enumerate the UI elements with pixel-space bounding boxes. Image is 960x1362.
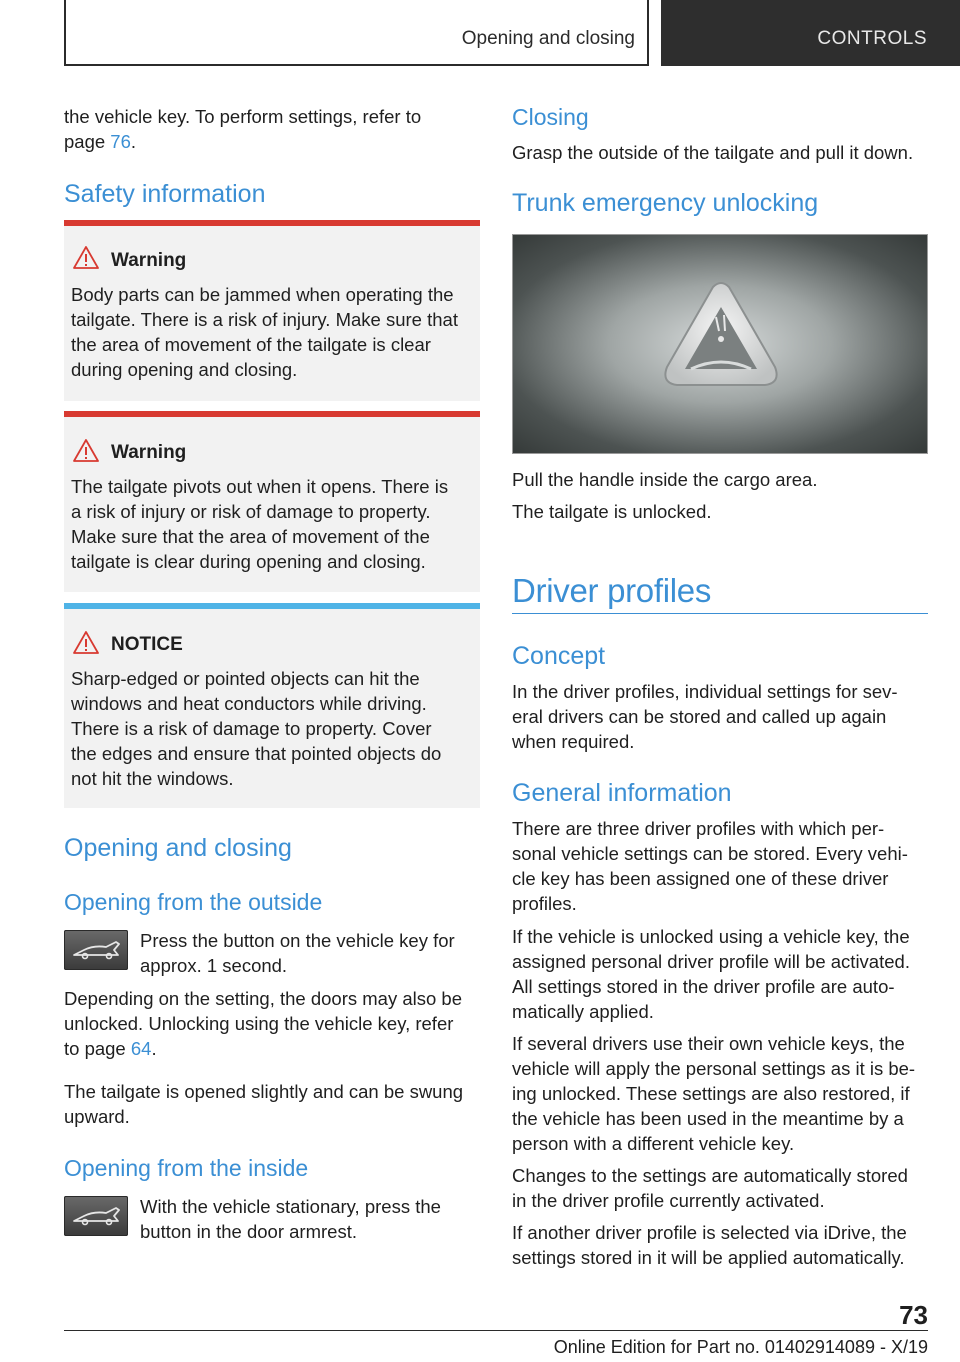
text-line: not hit the windows. — [71, 768, 234, 789]
opening-closing-heading: Opening and closing — [64, 834, 292, 862]
header-section-tab — [64, 0, 649, 66]
concept-heading: Concept — [512, 642, 606, 670]
text-line: the vehicle has been used in the meantime by a — [512, 1108, 904, 1129]
text-line: assigned personal driver profile will be activated. — [512, 951, 910, 972]
intro-suffix: . — [130, 131, 137, 152]
warning-text — [71, 282, 471, 382]
text-suffix: . — [151, 1038, 157, 1059]
text-line: person with a different vehicle key. — [512, 1133, 795, 1154]
concept-paragraph — [512, 679, 898, 754]
text-line: tailgate is clear during opening and closing. — [71, 551, 426, 572]
text-line: If several drivers use their own vehicle keys, the — [512, 1033, 905, 1054]
tailgate-button-icon — [64, 1196, 128, 1236]
text-line: when required. — [512, 731, 635, 752]
opening-inside-heading: Opening from the inside — [64, 1155, 309, 1181]
emergency-release-handle-icon — [513, 235, 929, 455]
driver-profiles-rule — [512, 613, 928, 614]
text-line: sonal vehicle settings can be stored. Every vehi- — [512, 843, 908, 864]
notice-box — [64, 603, 480, 808]
pull-handle-text: Pull the handle inside the cargo area. — [512, 469, 818, 490]
text-line: vehicle will apply the personal settings as it is be- — [512, 1058, 916, 1079]
text-line: Press the button on the vehicle key for — [140, 930, 455, 951]
warning-title: Warning — [111, 442, 187, 463]
warning-triangle-icon — [73, 246, 99, 269]
header-chapter-tab — [661, 0, 960, 66]
text-line: a risk of injury or risk of damage to property. — [71, 501, 431, 522]
text-line: With the vehicle stationary, press the — [140, 1196, 441, 1217]
text-line: Make sure that the area of movement of the — [71, 526, 430, 547]
text-line: In the driver profiles, individual settings for sev- — [512, 681, 898, 702]
text-line: the edges and ensure that pointed objects do — [71, 743, 442, 764]
notice-text — [71, 666, 471, 791]
text-line: The tailgate pivots out when it opens. There is — [71, 476, 449, 497]
emergency-unlocking-heading: Trunk emergency unlocking — [512, 189, 819, 217]
text-line: upward. — [64, 1106, 130, 1127]
text-line: profiles. — [512, 893, 577, 914]
text-line: If another driver profile is selected via iDrive, the — [512, 1222, 907, 1243]
intro-line: page — [64, 131, 111, 152]
text-line: in the driver profile currently activated. — [512, 1190, 825, 1211]
header-section-title: Opening and closing — [461, 28, 635, 49]
general-paragraph-4 — [512, 1163, 908, 1213]
general-info-heading: General information — [512, 779, 732, 807]
page-ref-link-64[interactable]: 64 — [130, 1038, 152, 1059]
notice-triangle-icon — [73, 631, 99, 654]
text-line: eral drivers can be stored and called up again — [512, 706, 887, 727]
header-chapter-title: CONTROLS — [817, 28, 927, 49]
page-number: 73 — [899, 1300, 928, 1330]
closing-text: Grasp the outside of the tailgate and pull it down. — [512, 142, 914, 163]
warning-title: Warning — [111, 250, 187, 271]
driver-profiles-heading: Driver profiles — [512, 572, 712, 609]
general-paragraph-3 — [512, 1031, 915, 1156]
text-line: There are three driver profiles with which per- — [512, 818, 885, 839]
warning-box-1 — [64, 220, 480, 401]
general-paragraph-2 — [512, 924, 910, 1024]
text-line: The tailgate is opened slightly and can be swung — [64, 1081, 464, 1102]
text-line: approx. 1 second. — [140, 955, 288, 976]
unlocked-text: The tailgate is unlocked. — [512, 501, 712, 522]
intro-line: the vehicle key. To perform settings, refer to — [64, 106, 422, 127]
text-line: the area of movement of the tailgate is clear — [71, 334, 431, 355]
tailgate-button-icon — [64, 930, 128, 970]
page-ref-link-76[interactable]: 76 — [110, 131, 131, 152]
inside-instruction — [140, 1194, 480, 1244]
warning-text — [71, 474, 471, 574]
warning-box-2 — [64, 411, 480, 592]
car-tailgate-icon — [64, 1196, 128, 1236]
text-line: matically applied. — [512, 1001, 654, 1022]
closing-heading: Closing — [512, 104, 589, 130]
emergency-handle-photo — [512, 234, 928, 454]
text-line: All settings stored in the driver profile are auto- — [512, 976, 895, 997]
general-paragraph-5 — [512, 1220, 907, 1270]
text-line: ing unlocked. These settings are also restored, if — [512, 1083, 910, 1104]
text-line: There is a risk of damage to property. Cover — [71, 718, 432, 739]
text-line: tailgate. There is a risk of injury. Make sure that — [71, 309, 458, 330]
general-paragraph-1 — [512, 816, 908, 916]
footer-rule — [64, 1330, 928, 1331]
tailgate-paragraph — [64, 1079, 480, 1129]
depending-paragraph — [64, 986, 480, 1061]
text-line: to page — [64, 1038, 131, 1059]
text-line: Changes to the settings are automatically stored — [512, 1165, 908, 1186]
text-line: Sharp-edged or pointed objects can hit the — [71, 668, 420, 689]
intro-paragraph — [64, 104, 421, 154]
edition-note: Online Edition for Part no. 01402914089 - X/19 — [553, 1337, 928, 1357]
opening-outside-heading: Opening from the outside — [64, 889, 323, 915]
text-line: windows and heat conductors while driving. — [71, 693, 427, 714]
outside-instruction — [140, 928, 480, 978]
text-line: settings stored in it will be applied automatically. — [512, 1247, 905, 1268]
text-line: button in the door armrest. — [140, 1221, 357, 1242]
text-line: If the vehicle is unlocked using a vehicle key, the — [512, 926, 910, 947]
text-line: unlocked. Unlocking using the vehicle key, refer — [64, 1013, 454, 1034]
text-line: Depending on the setting, the doors may also be — [64, 988, 463, 1009]
car-tailgate-icon — [64, 930, 128, 970]
notice-title: NOTICE — [111, 634, 183, 655]
warning-triangle-icon — [73, 439, 99, 462]
safety-heading: Safety information — [64, 180, 266, 208]
text-line: during opening and closing. — [71, 359, 298, 380]
text-line: Body parts can be jammed when operating the — [71, 284, 454, 305]
text-line: cle key has been assigned one of these driver — [512, 868, 889, 889]
